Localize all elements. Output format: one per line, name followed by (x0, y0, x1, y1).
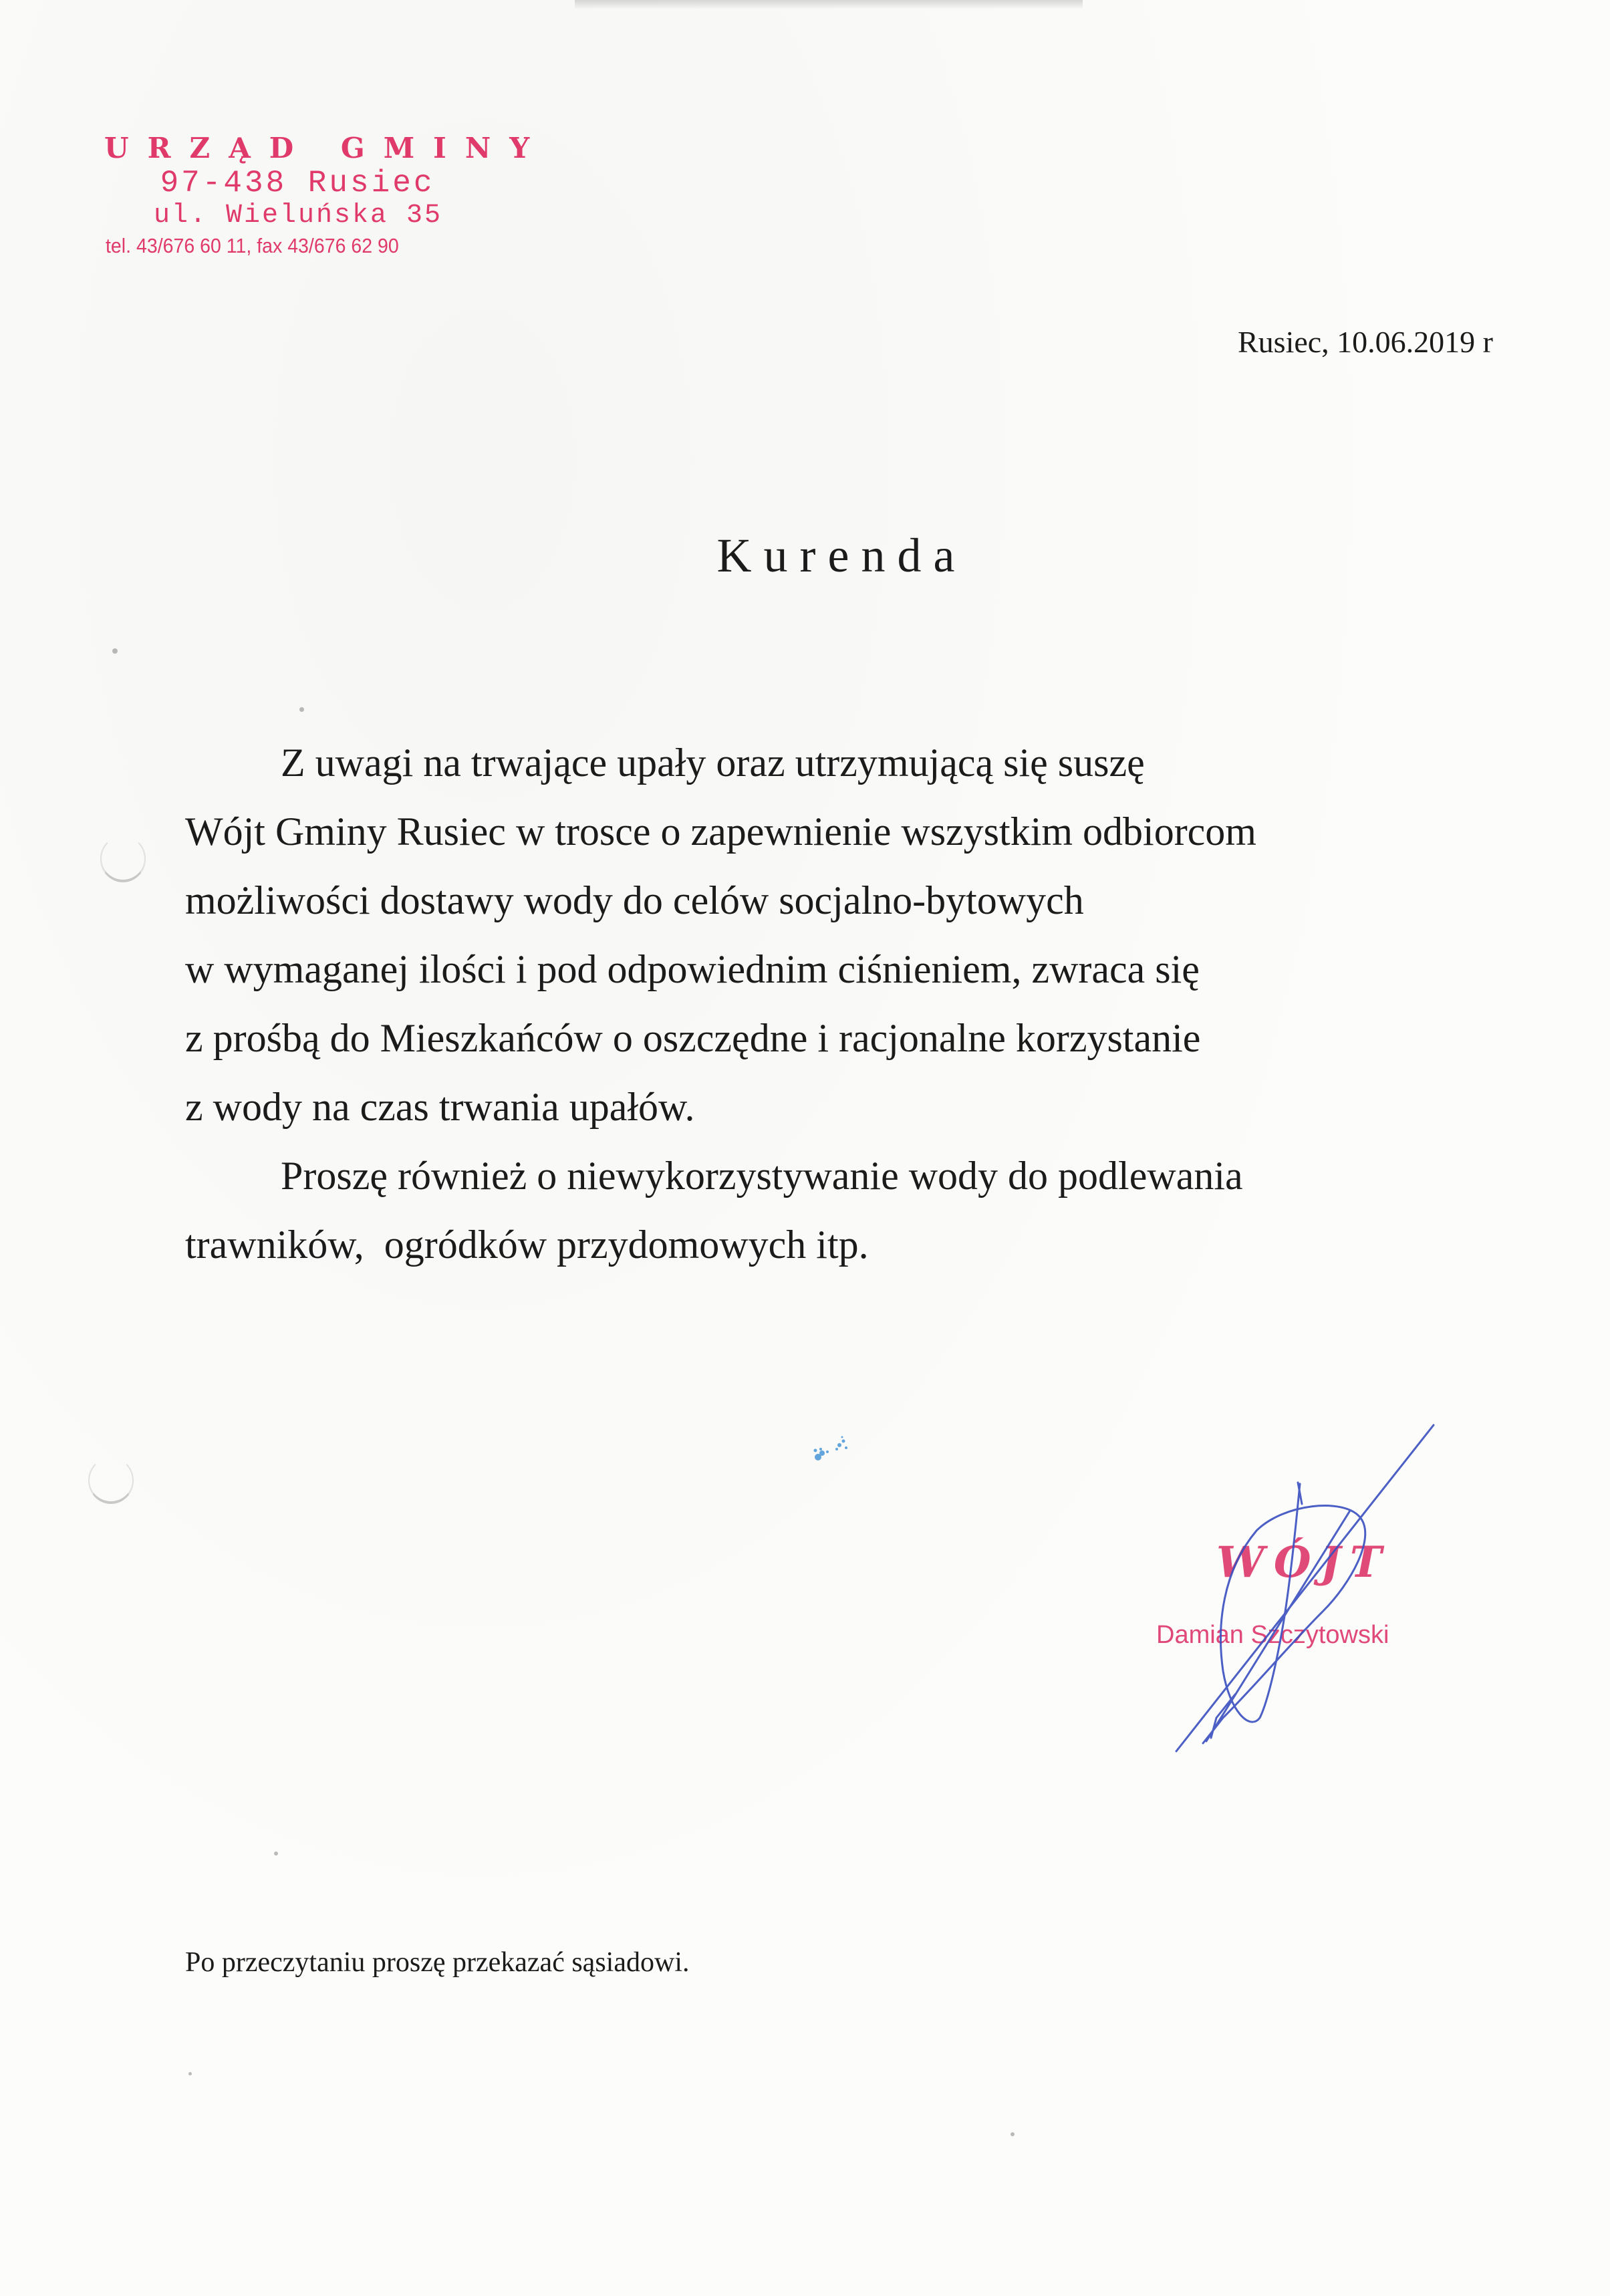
body-line: z wody na czas trwania upałów. (185, 1085, 695, 1129)
scan-artifact (575, 0, 1083, 9)
dust-speck (299, 707, 304, 712)
signature-stamp-title: WÓJT (1216, 1537, 1391, 1587)
punch-hole-mark (100, 836, 146, 882)
dust-speck (1011, 2132, 1015, 2136)
stamp-phone-fax: tel. 43/676 60 11, fax 43/676 62 90 (106, 234, 399, 257)
signature-stamp-name: Damian Szczytowski (1156, 1621, 1389, 1649)
body-line: z prośbą do Mieszkańców o oszczędne i racjonalne korzystanie (185, 1016, 1201, 1060)
body-line: trawników, ogródków przydomowych itp. (185, 1223, 869, 1267)
handwritten-signature (1123, 1404, 1444, 1778)
dust-speck (274, 1852, 278, 1856)
stamp-street: ul. Wieluńska 35 (153, 201, 443, 231)
document-body (185, 729, 1555, 1279)
body-line: Z uwagi na trwające upały oraz utrzymującą się suszę (281, 741, 1145, 785)
document-title: Kurenda (716, 529, 967, 582)
stamp-office-name: URZĄD GMINY (104, 132, 549, 164)
stamp-postal-city: 97-438 Rusiec (160, 166, 435, 201)
document-date: Rusiec, 10.06.2019 r (1237, 325, 1493, 359)
ink-smudge (802, 1430, 855, 1471)
punch-hole-mark (88, 1457, 134, 1504)
office-stamp (104, 131, 549, 261)
dust-speck (188, 2072, 192, 2075)
body-line: Wójt Gminy Rusiec w trosce o zapewnienie wszystkim odbiorcom (185, 809, 1256, 854)
body-line: Proszę również o niewykorzystywanie wody do podlewania (281, 1154, 1243, 1198)
paragraph-1 (185, 729, 1555, 1142)
signature-block (1123, 1404, 1444, 1778)
dust-speck (112, 648, 118, 654)
body-line: możliwości dostawy wody do celów socjalno-bytowych (185, 878, 1084, 922)
paragraph-2 (185, 1142, 1555, 1279)
footer-note: Po przeczytaniu proszę przekazać sąsiadowi. (185, 1947, 690, 1978)
body-line: w wymaganej ilości i pod odpowiednim ciśnieniem, zwraca się (185, 947, 1200, 991)
